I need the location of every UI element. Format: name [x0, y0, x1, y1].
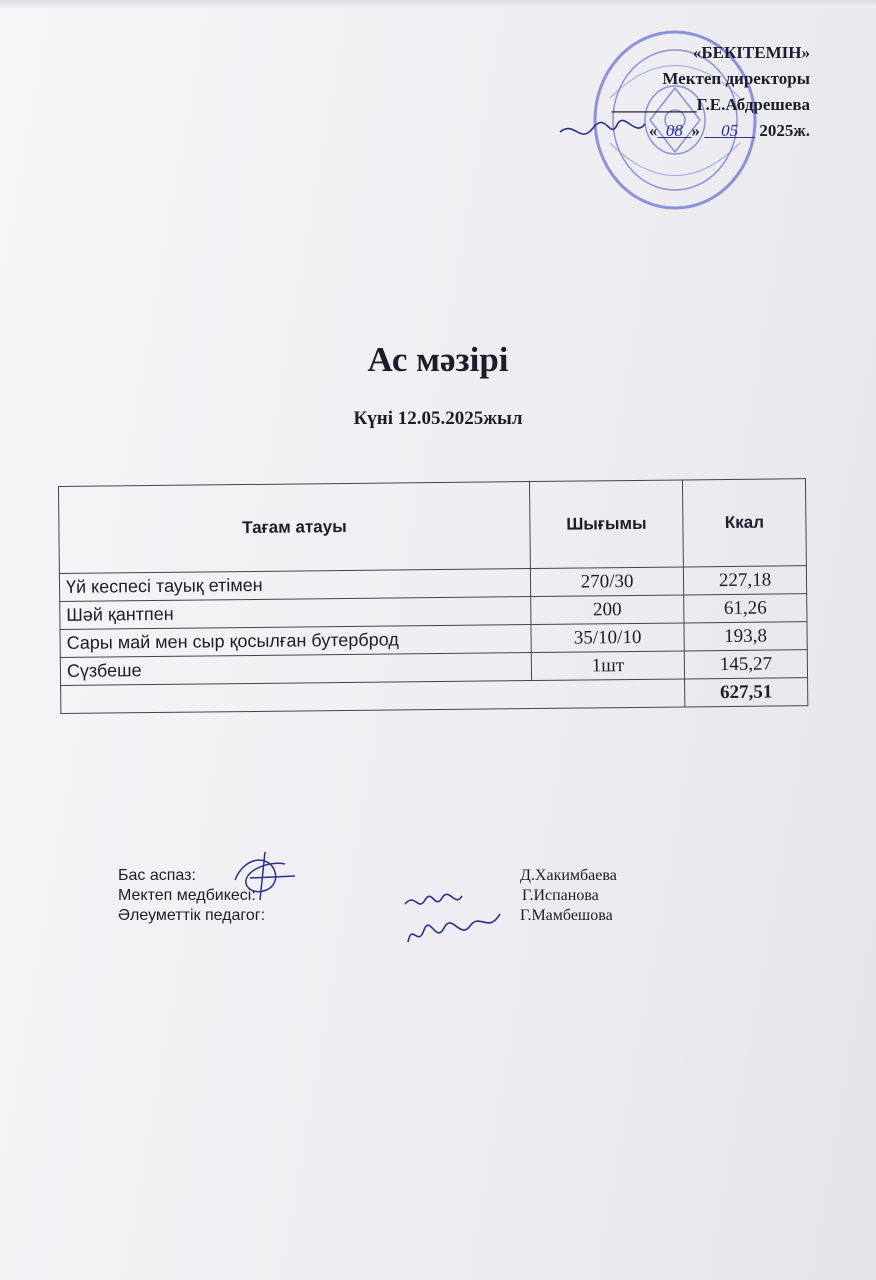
approval-year: 2025ж.: [759, 121, 810, 140]
approval-label: «БЕКІТЕМІН»: [692, 43, 810, 62]
dish-kcal: 145,27: [684, 650, 807, 679]
dish-name: Үй кеспесі тауық етімен: [59, 569, 530, 602]
dish-yield: 200: [531, 595, 684, 625]
dish-kcal: 61,26: [684, 594, 807, 623]
approval-date: [550, 118, 810, 144]
page-top-edge: [0, 0, 876, 8]
menu-date: Күні 12.05.2025жыл: [353, 408, 523, 429]
total-kcal: 627,51: [685, 678, 808, 707]
dish-yield: 270/30: [530, 567, 683, 597]
dish-name: Шәй қантпен: [60, 597, 531, 630]
signature-row: [118, 886, 658, 906]
date-close-quote: »: [691, 121, 700, 140]
signature-name: Д.Хакимбаева: [520, 867, 617, 884]
signature-name: Г.Мамбешова: [520, 907, 613, 924]
signature-row: [118, 906, 658, 926]
header-kcal: Ккал: [682, 479, 806, 567]
dish-kcal: 193,8: [684, 622, 807, 651]
total-label-cell: [61, 679, 685, 714]
approval-block: [550, 40, 810, 144]
page-title: Ас мәзірі: [367, 340, 509, 379]
signature-row: [118, 866, 658, 886]
dish-name: Сары май мен сыр қосылған бутерброд: [60, 625, 531, 658]
director-name-line: __________Г.Е.Абдрешева: [611, 95, 810, 114]
dish-yield: 1шт: [531, 651, 684, 681]
director-position: Мектеп директоры: [662, 69, 810, 88]
approval-month: 05: [721, 121, 739, 140]
approval-day: 08: [665, 121, 683, 140]
menu-table: [58, 478, 809, 739]
signature-role: Мектеп медбикесі:: [118, 887, 256, 904]
dish-name: Сүзбеше: [60, 653, 531, 686]
signatures-block: [118, 866, 658, 926]
signature-name: Г.Испанова: [522, 887, 599, 904]
table-header-row: [59, 479, 807, 574]
dish-yield: 35/10/10: [531, 623, 684, 653]
director-name: Г.Е.Абдрешева: [696, 95, 810, 114]
signature-role: Әлеуметтік педагог:: [118, 907, 266, 924]
header-yield: Шығымы: [529, 480, 683, 569]
dish-kcal: 227,18: [683, 566, 806, 595]
date-open-quote: «: [648, 121, 658, 140]
header-dish-name: Тағам атауы: [59, 482, 531, 574]
signature-role: Бас аспаз:: [118, 867, 196, 884]
